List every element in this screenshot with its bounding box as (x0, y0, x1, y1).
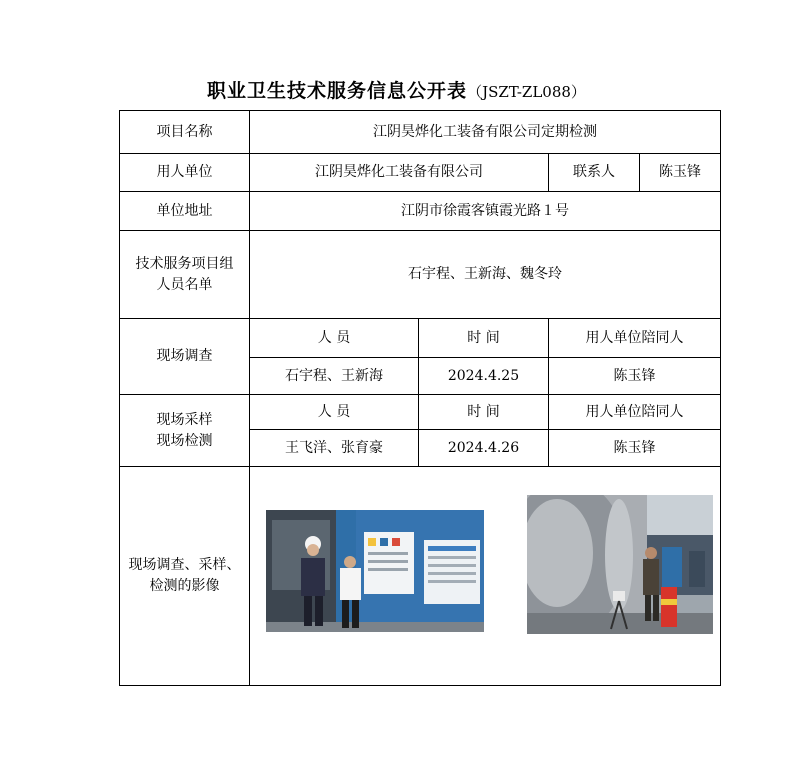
site-survey-photo-image (266, 510, 484, 632)
survey-label: 现场调查 (120, 319, 250, 395)
sampling-label (120, 395, 250, 467)
sampling-header-personnel: 人 员 (250, 395, 419, 430)
team-value: 石宇程、王新海、魏冬玲 (250, 231, 721, 319)
employer-label: 用人单位 (120, 154, 250, 192)
survey-header-time: 时 间 (419, 319, 549, 358)
sampling-date: 2024.4.26 (419, 430, 549, 467)
sampling-personnel: 王飞洋、张育豪 (250, 430, 419, 467)
images-label-line1: 现场调查、采样、 (128, 557, 241, 573)
project-row (120, 111, 721, 154)
sampling-header-row (120, 395, 721, 430)
survey-escort: 陈玉锋 (549, 358, 721, 395)
images-label-line2: 检测的影像 (149, 578, 220, 594)
survey-header-personnel: 人 员 (250, 319, 419, 358)
page-title (0, 76, 793, 103)
images-row (120, 467, 721, 686)
project-value: 江阴昊烨化工装备有限公司定期检测 (250, 111, 721, 154)
survey-personnel: 石宇程、王新海 (250, 358, 419, 395)
contact-value: 陈玉锋 (640, 154, 721, 192)
images-label (120, 467, 250, 686)
team-row (120, 231, 721, 319)
survey-header-escort: 用人单位陪同人 (549, 319, 721, 358)
site-survey-photo (266, 510, 484, 632)
title-code: （JSZT-ZL088） (467, 83, 586, 101)
project-label: 项目名称 (120, 111, 250, 154)
address-row (120, 192, 721, 231)
title-main: 职业卫生技术服务信息公开表 (207, 80, 468, 102)
address-label: 单位地址 (120, 192, 250, 231)
images-cell (250, 467, 721, 686)
info-table (119, 110, 721, 686)
sampling-header-escort: 用人单位陪同人 (549, 395, 721, 430)
site-sampling-photo-image (527, 495, 713, 634)
employer-row (120, 154, 721, 192)
site-sampling-photo (527, 495, 713, 634)
team-label (120, 231, 250, 319)
employer-value: 江阴昊烨化工装备有限公司 (250, 154, 549, 192)
sampling-label-line1: 现场采样 (156, 411, 213, 428)
contact-label: 联系人 (549, 154, 640, 192)
survey-header-row (120, 319, 721, 358)
sampling-escort: 陈玉锋 (549, 430, 721, 467)
sampling-header-time: 时 间 (419, 395, 549, 430)
team-label-line1: 技术服务项目组 (135, 255, 234, 272)
address-value: 江阴市徐霞客镇霞光路１号 (250, 192, 721, 231)
sampling-label-line2: 现场检测 (156, 432, 213, 449)
survey-date: 2024.4.25 (419, 358, 549, 395)
team-label-line2: 人员名单 (156, 276, 213, 293)
